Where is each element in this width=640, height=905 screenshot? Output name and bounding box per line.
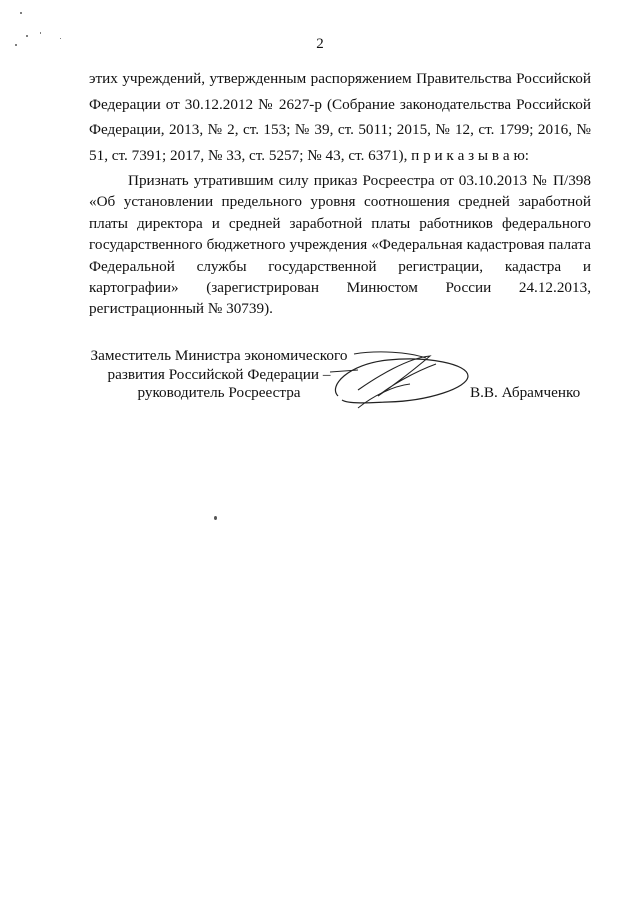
paragraph-order-text: Признать утратившим силу приказ Росреестра от 03.10.2013 № П/398 «Об установлении предельного уровня соотношения средней заработной платы директора и средней заработной платы работников федерального государственного бюджетного учреждения «Федеральная кадастровая палата Федеральной службы государственной регистрации, кадастра и картографии» (зарегистрирован Минюстом России 24.12.2013, регистрационный № 30739). bbox=[89, 172, 591, 318]
signatory-title-line2: развития Российской Федерации – bbox=[107, 365, 331, 383]
scan-speck bbox=[20, 12, 22, 14]
signatory-title-line1: Заместитель Министра экономического bbox=[90, 347, 348, 364]
scan-speck bbox=[214, 516, 217, 520]
paragraph-order bbox=[89, 170, 591, 320]
page-number: 2 bbox=[316, 36, 324, 52]
paragraph-continuation: этих учреждений, утвержденным распоряжением Правительства Российской Федерации от 30.12.2012 № 2627-р (Собрание законодательства Российской Федерации, 2013, № 2, ст. 153; № 39, ст. 5011; 2015, № 12, ст. 1799; 2016, № 51, ст. 7391; 2017, № 33, ст. 5257; № 43, ст. 6371), п р и к а з ы в а ю: bbox=[89, 70, 591, 164]
handwritten-signature bbox=[318, 346, 476, 412]
signatory-title bbox=[89, 347, 349, 403]
signatory-name: В.В. Абрамченко bbox=[470, 384, 581, 401]
scan-speck bbox=[40, 32, 41, 34]
signatory-title-line3: руководитель Росреестра bbox=[137, 384, 301, 401]
